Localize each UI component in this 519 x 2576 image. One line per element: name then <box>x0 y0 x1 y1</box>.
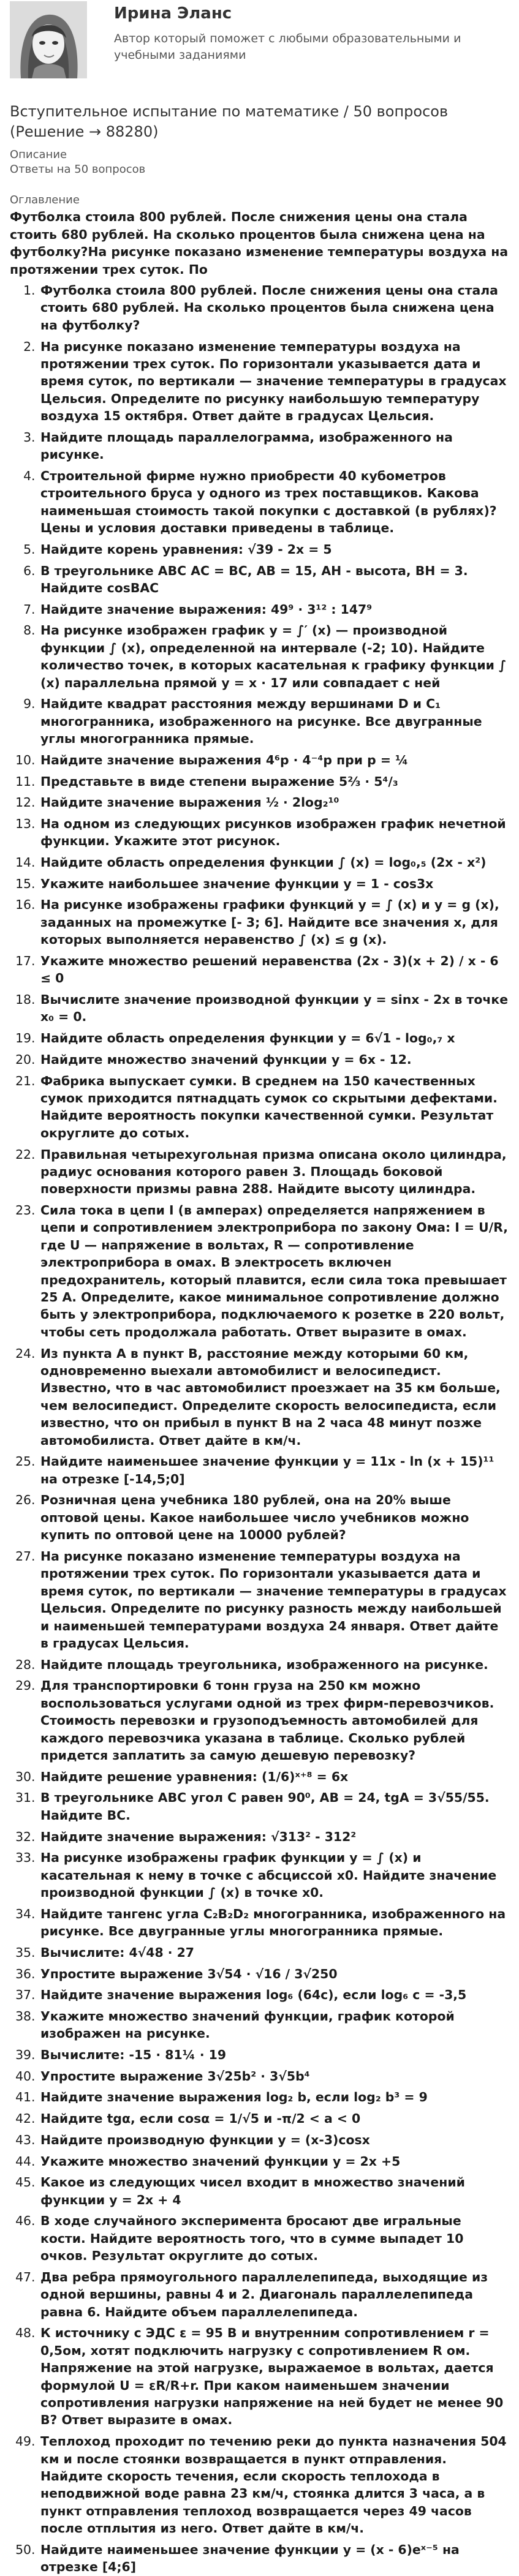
task-item: 45. Какое из следующих чисел входит в множество значений функции y = 2x + 4 <box>39 2174 509 2209</box>
task-item: 29. Для транспортировки 6 тонн груза на 250 км можно воспользоваться услугами одной из трех фирм-перевозчиков. Стоимость перевозки и грузоподъемность автомобилей для каждого перевозчика указана в таблице. Сколько рублей придется заплатить за самую дешевую перевозку? <box>39 1677 509 1764</box>
task-item: 43. Найдите производную функции y = (x-3)cosx <box>39 2131 509 2149</box>
task-item: 11. Представьте в виде степени выражение 5⅔ · 5⁴/₃ <box>39 773 509 790</box>
task-item: 31. В треугольнике ABC угол C равен 90⁰, AB = 24, tgA = 3√55/55. Найдите BC. <box>39 1789 509 1824</box>
task-item: 41. Найдите значение выражения log₂ b, если log₂ b³ = 9 <box>39 2088 509 2106</box>
task-item: 8. На рисунке изображен график y = ∫′ (x) — производной функции ∫ (x), определенной на интервале (-2; 10). Найдите количество точек, в которых касательная к графику функции ∫ (x) параллельна прямой y = x · 17 или совпадает с ней <box>39 622 509 691</box>
page-title: Вступительное испытание по математике / 50 вопросов (Решение → 88280) <box>10 103 449 140</box>
task-list <box>10 282 509 2576</box>
task-item: 46. В ходе случайного эксперимента бросают две игральные кости. Найдите вероятность того, что в сумме выпадет 10 очков. Результат округлите до сотых. <box>39 2212 509 2264</box>
task-item: 1. Футболка стоила 800 рублей. После снижения цены она стала стоить 680 рублей. На сколько процентов была снижена цена на футболку? <box>39 282 509 334</box>
task-item: 30. Найдите решение уравнения: (1/6)ˣ⁺⁸ = 6x <box>39 1768 509 1785</box>
task-item: 14. Найдите область определения функции ∫ (x) = log₀,₅ (2x - x²) <box>39 854 509 871</box>
task-item: 24. Из пункта А в пункт В, расстояние между которыми 60 км, одновременно выехали автомобилист и велосипедист. Известно, что в час автомобилист проезжает на 35 км больше, чем велосипедист. Определите скорость велосипедиста, если известно, что он прибыл в пункт В на 2 часа 48 минут позже автомобилиста. Ответ дайте в км/ч. <box>39 1345 509 1449</box>
task-item: 50. Найдите наименьшее значение функции y = (x - 6)eˣ⁻⁵ на отрезке [4;6] <box>39 2541 509 2576</box>
toc-intro-text: Футболка стоила 800 рублей. После снижения цены она стала стоить 680 рублей. На сколько процентов была снижена цена на футболку?На рисунке показано изменение температуры воздуха на протяжении трех суток. По <box>10 209 509 277</box>
task-item: 26. Розничная цена учебника 180 рублей, она на 20% выше оптовой цены. Какое наибольшее число учебников можно купить по оптовой цене на 10000 рублей? <box>39 1491 509 1543</box>
task-item: 10. Найдите значение выражения 4⁶p · 4⁻⁴p при p = ¼ <box>39 751 509 769</box>
task-item: 4. Строительной фирме нужно приобрести 40 кубометров строительного бруса у одного из трех поставщиков. Какова наименьшая стоимость такой покупки с доставкой (в рублях)? Цены и условия доставки приведены в таблице. <box>39 467 509 537</box>
task-item: 5. Найдите корень уравнения: √39 - 2x = 5 <box>39 541 509 558</box>
toc-label: Оглавление <box>10 194 80 206</box>
task-item: 40. Упростите выражение 3√25b² · 3√5b⁴ <box>39 2068 509 2085</box>
task-item: 12. Найдите значение выражения ½ · 2log₂¹⁰ <box>39 794 509 811</box>
task-item: 21. Фабрика выпускает сумки. В среднем на 150 качественных сумок приходится пятнадцать сумок со скрытыми дефектами. Найдите вероятность покупки качественной сумки. Результат округлите до сотых. <box>39 1072 509 1142</box>
description-value: Ответы на 50 вопросов <box>10 163 146 176</box>
task-item: 18. Вычислите значение производной функции y = sinx - 2x в точке x₀ = 0. <box>39 991 509 1026</box>
author-name[interactable]: Ирина Эланс <box>114 4 232 23</box>
task-item: 35. Вычислите: 4√48 · 27 <box>39 1944 509 1961</box>
task-item: 28. Найдите площадь треугольника, изображенного на рисунке. <box>39 1656 509 1673</box>
author-header <box>10 0 509 87</box>
author-avatar[interactable] <box>10 1 87 78</box>
task-item: 6. В треугольнике ABC AC = BC, AB = 15, AH - высота, BH = 3. Найдите cosBAC <box>39 562 509 597</box>
task-item: 19. Найдите область определения функции y = 6√1 - log₀,₇ x <box>39 1030 509 1047</box>
task-item: 20. Найдите множество значений функции y = 6x - 12. <box>39 1051 509 1068</box>
portrait-photo-icon <box>10 1 87 78</box>
task-item: 3. Найдите площадь параллелограмма, изображенного на рисунке. <box>39 429 509 464</box>
task-item: 15. Укажите наибольшее значение функции y = 1 - cos3x <box>39 875 509 892</box>
task-item: 17. Укажите множество решений неравенства (2x - 3)(x + 2) / x - 6 ≤ 0 <box>39 952 509 987</box>
author-info <box>114 1 482 64</box>
task-item: 47. Два ребра прямоугольного параллелепипеда, выходящие из одной вершины, равны 4 и 2. Диагональ параллелепипеда равна 6. Найдите объем параллелепипеда. <box>39 2269 509 2321</box>
task-item: 48. К источнику с ЭДС ε = 95 В и внутренним сопротивлением r = 0,5ом, хотят подключить нагрузку с сопротивлением R ом. Напряжение на этой нагрузке, выражаемое в вольтах, дается формулой U = εR/R+r. При каком наименьшем значении сопротивления нагрузки напряжение на ней будет не менее 90 В? Ответ выразите в омах. <box>39 2324 509 2428</box>
author-description: Автор который поможет с любыми образовательными и учебными заданиями <box>114 32 461 62</box>
task-item: 32. Найдите значение выражения: √313² - 312² <box>39 1828 509 1845</box>
task-item: 2. На рисунке показано изменение температуры воздуха на протяжении трех суток. По горизонтали указывается дата и время суток, по вертикали — значение температуры в градусах Цельсия. Определите по рисунку наибольшую температуру воздуха 15 октября. Ответ дайте в градусах Цельсия. <box>39 338 509 425</box>
task-item: 22. Правильная четырехугольная призма описана около цилиндра, радиус основания которого равен 3. Площадь боковой поверхности призмы равна 288. Найдите высоту цилиндра. <box>39 1146 509 1198</box>
task-item: 36. Упростите выражение 3√54 · √16 / 3√250 <box>39 1965 509 1983</box>
task-item: 44. Укажите множество значений функции y = 2x +5 <box>39 2153 509 2170</box>
description-label: Описание <box>10 148 67 161</box>
task-item: 27. На рисунке показано изменение температуры воздуха на протяжении трех суток. По горизонтали указывается дата и время суток, по вертикали — значение температуры в градусах Цельсия. Определите по рисунку разность между наибольшей и наименьшей температурами воздуха 24 января. Ответ дайте в градусах Цельсия. <box>39 1548 509 1652</box>
task-item: 39. Вычислите: -15 · 81¼ · 19 <box>39 2046 509 2063</box>
task-item: 37. Найдите значение выражения log₆ (64c), если log₆ c = -3,5 <box>39 1986 509 2003</box>
task-item: 9. Найдите квадрат расстояния между вершинами D и C₁ многогранника, изображенного на рисунке. Все двугранные углы многогранника прямые. <box>39 695 509 747</box>
task-item: 13. На одном из следующих рисунков изображен график нечетной функции. Укажите этот рисунок. <box>39 815 509 850</box>
task-item: 7. Найдите значение выражения: 49⁹ · 3¹² : 147⁹ <box>39 601 509 618</box>
task-item: 49. Теплоход проходит по течению реки до пункта назначения 504 км и после стоянки возвращается в пункт отправления. Найдите скорость течения, если скорость теплохода в неподвижной воде равна 23 км/ч, стоянка длится 3 часа, а в пункт отправления теплоход возвращается через 49 часов после отплытия из него. Ответ дайте в км/ч. <box>39 2433 509 2537</box>
task-item: 38. Укажите множество значений функции, график которой изображен на рисунке. <box>39 2008 509 2043</box>
task-item: 23. Сила тока в цепи I (в амперах) определяется напряжением в цепи и сопротивлением электроприбора по закону Ома: I = U/R, где U — напряжение в вольтах, R — сопротивление электроприбора в омах. В электросеть включен предохранитель, который плавится, если сила тока превышает 25 А. Определите, какое минимальное сопротивление должно быть у электроприбора, подключаемого к розетке в 220 вольт, чтобы сеть продолжала работать. Ответ выразите в омах. <box>39 1202 509 1341</box>
task-item: 16. На рисунке изображены графики функций y = ∫ (x) и y = g (x), заданных на промежутке [- 3; 6]. Найдите все значения x, для которых выполняется неравенство ∫ (x) ≤ g (x). <box>39 896 509 948</box>
task-item: 33. На рисунке изображены график функции y = ∫ (x) и касательная к нему в точке с абсциссой x0. Найдите значение производной функции ∫ (x) в точке x0. <box>39 1849 509 1901</box>
task-item: 25. Найдите наименьшее значение функции y = 11x - ln (x + 15)¹¹ на отрезке [-14,5;0] <box>39 1453 509 1488</box>
task-item: 42. Найдите tgα, если cosα = 1/√5 и -π/2 < a < 0 <box>39 2110 509 2127</box>
task-item: 34. Найдите тангенс угла C₂B₂D₂ многогранника, изображенного на рисунке. Все двугранные углы многогранника прямые. <box>39 1905 509 1940</box>
